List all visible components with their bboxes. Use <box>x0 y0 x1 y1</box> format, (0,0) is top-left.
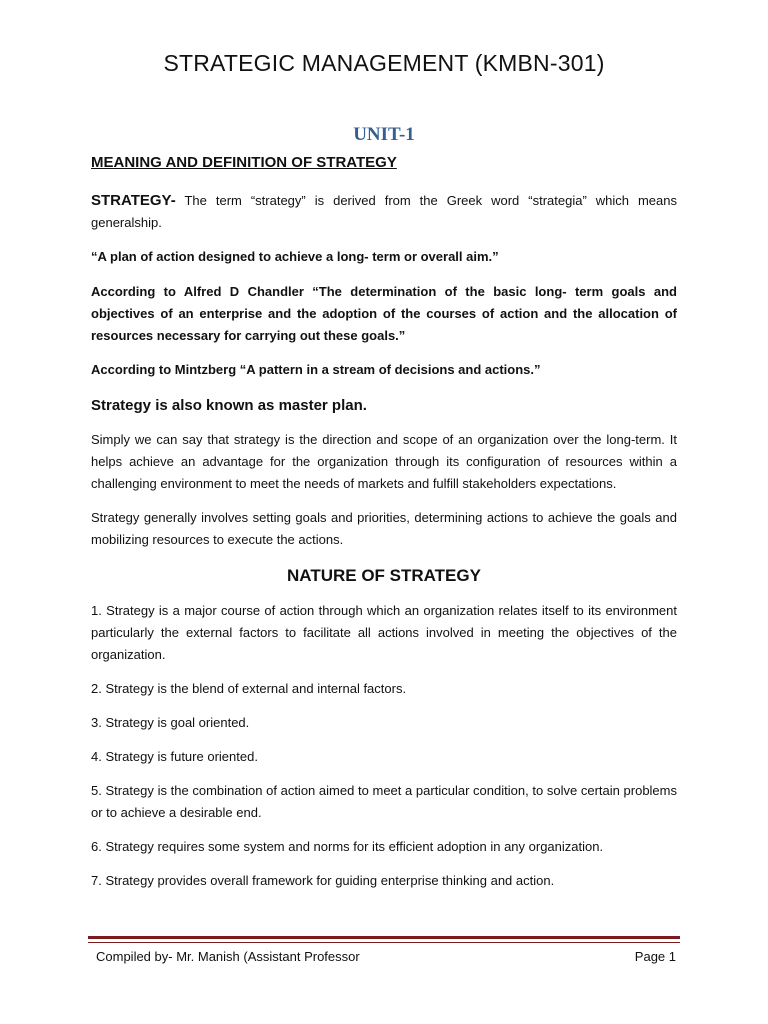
unit-title: UNIT-1 <box>353 124 415 145</box>
strategy-term: STRATEGY- <box>91 192 176 209</box>
footer-divider-thin <box>88 942 680 943</box>
chandler-definition: According to Alfred D Chandler “The determination of the basic long- term goals and objectives of an enterprise and the adoption of the courses of action and the allocation of resources necessary for carrying out these goals.” <box>91 284 677 343</box>
master-plan-statement: Strategy is also known as master plan. <box>91 397 367 414</box>
nature-item: 4. Strategy is future oriented. <box>91 749 258 764</box>
nature-item: 5. Strategy is the combination of action aimed to meet a particular condition, to solve certain problems or to achieve a desirable end. <box>91 783 677 820</box>
nature-item: 3. Strategy is goal oriented. <box>91 715 250 730</box>
strategy-definition <box>91 190 677 234</box>
content-body <box>91 150 677 892</box>
paragraph-goals-priorities: Strategy generally involves setting goals and priorities, determining actions to achieve the goals and mobilizing resources to execute the actions. <box>91 510 677 547</box>
plan-quote: “A plan of action designed to achieve a long- term or overall aim.” <box>91 249 499 264</box>
course-title: STRATEGIC MANAGEMENT (KMBN-301) <box>163 50 605 76</box>
paragraph-direction-scope: Simply we can say that strategy is the direction and scope of an organization over the long-term. It helps achieve an advantage for the organization through its configuration of resources within a challenging environment to meet the needs of markets and fulfill stakeholders expectations. <box>91 432 677 491</box>
nature-heading: NATURE OF STRATEGY <box>287 566 481 585</box>
nature-item: 7. Strategy provides overall framework for guiding enterprise thinking and action. <box>91 873 555 888</box>
footer <box>88 947 680 964</box>
section-heading: MEANING AND DEFINITION OF STRATEGY <box>91 154 397 171</box>
nature-item: 2. Strategy is the blend of external and internal factors. <box>91 681 407 696</box>
footer-page-number: Page 1 <box>634 949 676 964</box>
nature-item: 6. Strategy requires some system and norms for its efficient adoption in any organization. <box>91 839 604 854</box>
strategy-definition-text: The term “strategy” is derived from the Greek word “strategia” which means generalship. <box>91 193 677 230</box>
footer-author: Compiled by- Mr. Manish (Assistant Professor <box>96 949 360 964</box>
mintzberg-definition: According to Mintzberg “A pattern in a stream of decisions and actions.” <box>91 362 541 377</box>
nature-item: 1. Strategy is a major course of action through which an organization relates itself to its environment particularly the external factors to facilitate all actions involved in meeting the objectives of the organization. <box>91 603 677 662</box>
